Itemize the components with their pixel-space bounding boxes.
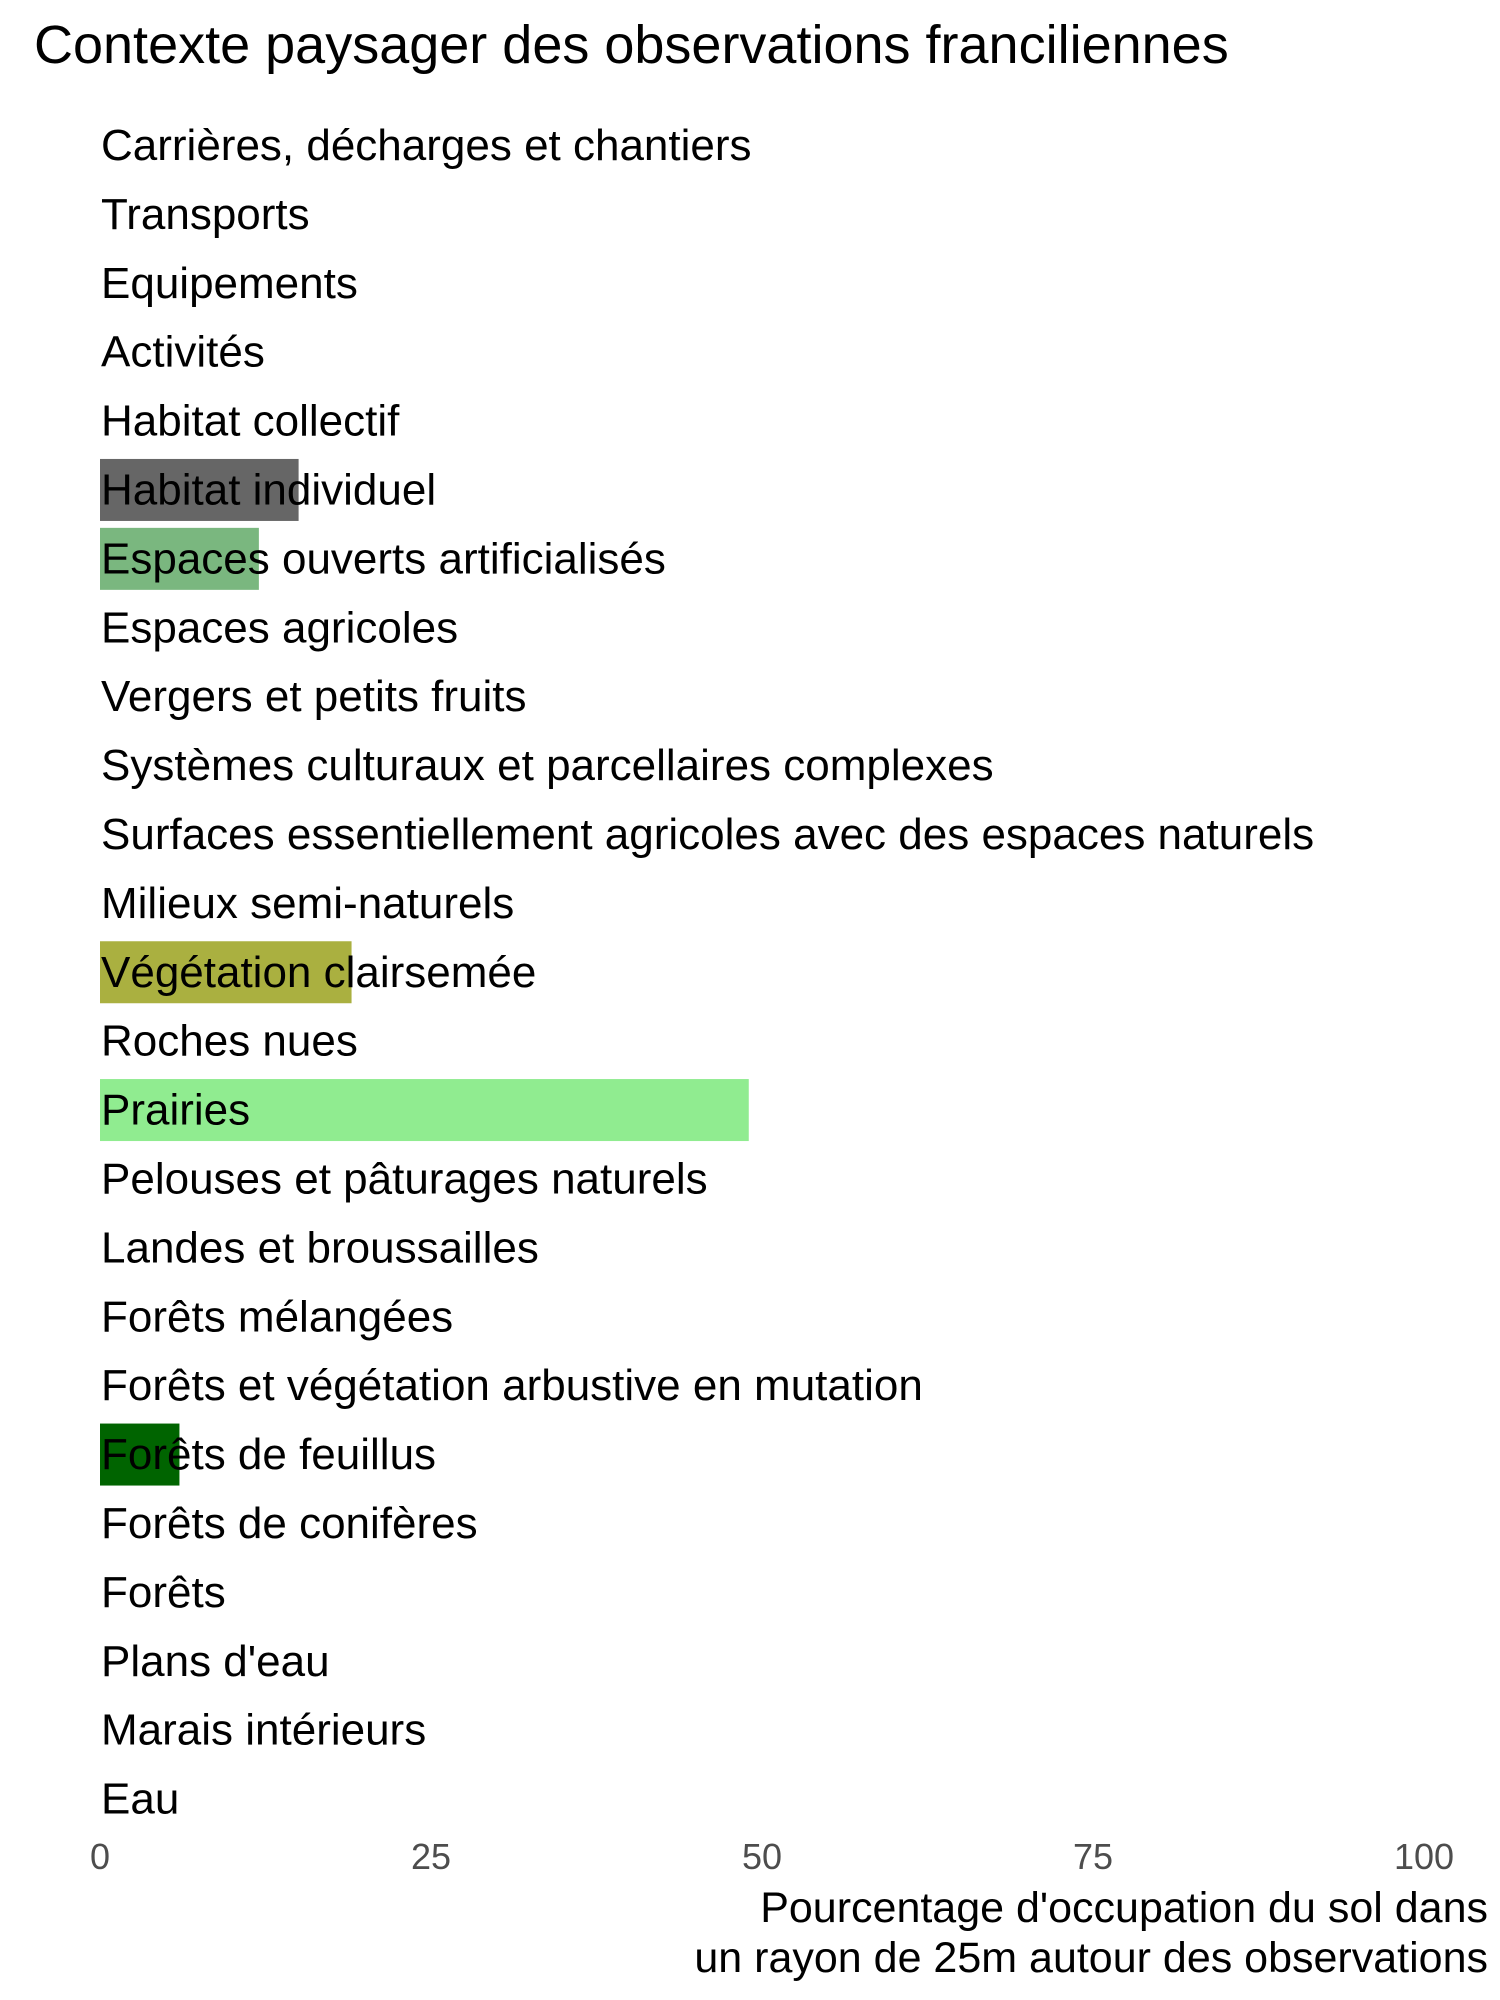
category-labels-layer: [101, 121, 1314, 1824]
category-label-prairies: Prairies: [101, 1085, 251, 1135]
x-tick-label-100: 100: [1393, 1836, 1455, 1877]
category-label-milieux-semi-naturels: Milieux semi-naturels: [101, 878, 515, 928]
x-axis-label-line-2: un rayon de 25m autour des observations: [694, 1934, 1488, 1982]
category-label-vegetation-clairsemee: Végétation clairsemée: [101, 947, 537, 997]
category-label-equipements: Equipements: [101, 258, 358, 308]
category-label-habitat-individuel: Habitat individuel: [101, 465, 437, 515]
chart-title: Contexte paysager des observations franciliennes: [34, 15, 1229, 75]
x-tick-labels-layer: [90, 1836, 1454, 1877]
category-label-landes-et-broussailles: Landes et broussailles: [101, 1223, 539, 1273]
category-label-roches-nues: Roches nues: [101, 1016, 358, 1066]
category-label-forets-et-vegetation-arbustive-en-mutation: Forêts et végétation arbustive en mutation: [101, 1361, 923, 1411]
category-label-forets-de-feuillus: Forêts de feuillus: [101, 1430, 437, 1480]
category-label-pelouses-et-paturages-naturels: Pelouses et pâturages naturels: [101, 1154, 708, 1204]
x-tick-label-0: 0: [89, 1836, 111, 1877]
category-label-systemes-culturaux-et-parcellaires-complexes: Systèmes culturaux et parcellaires complexes: [101, 741, 994, 791]
category-label-plans-d-eau: Plans d'eau: [101, 1636, 330, 1686]
x-tick-label-25: 25: [410, 1836, 452, 1877]
x-tick-label-75: 75: [1072, 1836, 1114, 1877]
category-label-activites: Activités: [101, 327, 265, 377]
category-label-espaces-ouverts-artificialises: Espaces ouverts artificialisés: [101, 534, 666, 584]
category-label-forets: Forêts: [101, 1567, 226, 1617]
category-label-surfaces-essentiellement-agricoles-avec-des-espaces-naturels: Surfaces essentiellement agricoles avec des espaces naturels: [101, 809, 1315, 859]
category-label-eau: Eau: [101, 1774, 180, 1824]
category-label-habitat-collectif: Habitat collectif: [101, 396, 400, 446]
category-label-marais-interieurs: Marais intérieurs: [101, 1705, 427, 1755]
category-label-forets-melangees: Forêts mélangées: [101, 1292, 454, 1342]
category-label-carrieres-decharges-et-chantiers: Carrières, décharges et chantiers: [101, 120, 752, 170]
x-axis-label-line-1: Pourcentage d'occupation du sol dans: [760, 1884, 1488, 1932]
x-tick-label-50: 50: [741, 1836, 783, 1877]
category-label-forets-de-coniferes: Forêts de conifères: [101, 1498, 478, 1548]
category-label-transports: Transports: [101, 189, 310, 239]
category-label-vergers-et-petits-fruits: Vergers et petits fruits: [101, 672, 527, 722]
category-label-espaces-agricoles: Espaces agricoles: [101, 603, 459, 653]
